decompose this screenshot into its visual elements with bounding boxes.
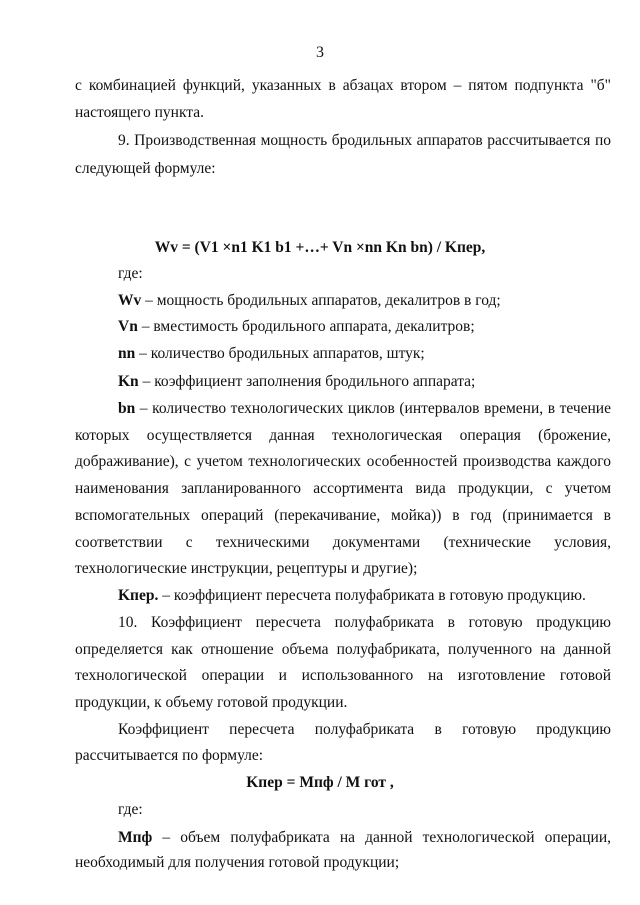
text-line: где: xyxy=(118,265,143,282)
text-line: рассчитывается по формуле: xyxy=(75,747,264,764)
text-line: соответствии с техническими документами (технические условия, xyxy=(75,534,611,551)
definition-text: – объем полуфабриката на данной технологической операции, xyxy=(152,829,611,846)
text-line: которых осуществляется данная технологическая операция (брожение, xyxy=(75,427,611,444)
text-line: следующей формуле: xyxy=(75,160,216,177)
text-line: наименования запланированного ассортимента вида продукции, с учетом xyxy=(75,480,611,497)
term-kper: Kпер. xyxy=(118,587,159,604)
text-line: где: xyxy=(118,801,143,818)
page-number: 3 xyxy=(316,44,324,61)
definition-vn xyxy=(118,317,611,337)
definition-bn xyxy=(118,399,611,419)
text-line: Коэффициент пересчета полуфабриката в готовую продукцию xyxy=(118,721,611,738)
term-vn: Vn xyxy=(118,318,138,335)
definition-mpf xyxy=(118,828,611,848)
definition-text: – мощность бродильных аппаратов, декалитров в год; xyxy=(141,292,501,309)
text-line: необходимый для получения готовой продукции; xyxy=(75,854,400,871)
term-kn: Kn xyxy=(118,373,139,390)
text-line: продукции, к объему готовой продукции. xyxy=(75,694,348,711)
text-line: вспомогательных операций (перекачивание, мойка)) в год (принимается в xyxy=(75,507,611,524)
formula-capacity-lhs: Wv xyxy=(154,239,178,256)
definition-text: – количество бродильных аппаратов, штук; xyxy=(135,345,425,362)
text-line: 9. Производственная мощность бродильных аппаратов рассчитывается по xyxy=(118,132,611,149)
term-bn: bn xyxy=(118,400,136,417)
text-line: 10. Коэффициент пересчета полуфабриката в готовую продукцию xyxy=(118,614,611,631)
text-line: с комбинацией функций, указанных в абзацах втором – пятом подпункта "б" xyxy=(75,77,611,94)
term-wv: Wv xyxy=(118,292,142,309)
definition-text: – количество технологических циклов (интервалов времени, в течение xyxy=(135,400,611,417)
text-line: технологической операции и использованного на изготовление готовой xyxy=(75,667,611,684)
formula-capacity xyxy=(0,238,640,258)
definition-nn xyxy=(118,344,611,364)
formula-conversion xyxy=(0,773,640,793)
term-nn: nn xyxy=(118,345,136,362)
definition-wv xyxy=(118,291,611,311)
formula-capacity-rhs: = (V1 ×n1 K1 b1 +…+ Vn ×nn Kn bn) / Kпер, xyxy=(177,239,486,256)
definition-text: – вместимость бродильного аппарата, декалитров; xyxy=(137,318,475,335)
formula-conversion-rhs: = Mпф / M гот , xyxy=(282,774,394,791)
definition-kn xyxy=(118,372,611,392)
text-line: технологические инструкции, рецептуры и другие); xyxy=(75,560,418,577)
formula-conversion-lhs: Kпер xyxy=(246,774,283,791)
definition-text: – коэффициент пересчета полуфабриката в готовую продукцию. xyxy=(158,587,586,604)
text-line: определяется как отношение объема полуфабриката, полученного на данной xyxy=(75,641,611,658)
term-mpf: Mпф xyxy=(118,829,153,846)
definition-kper xyxy=(118,586,611,606)
text-line: настоящего пункта. xyxy=(75,104,205,121)
text-line: дображивание), с учетом технологических особенностей производства каждого xyxy=(75,453,611,470)
definition-text: – коэффициент заполнения бродильного аппарата; xyxy=(138,373,476,390)
